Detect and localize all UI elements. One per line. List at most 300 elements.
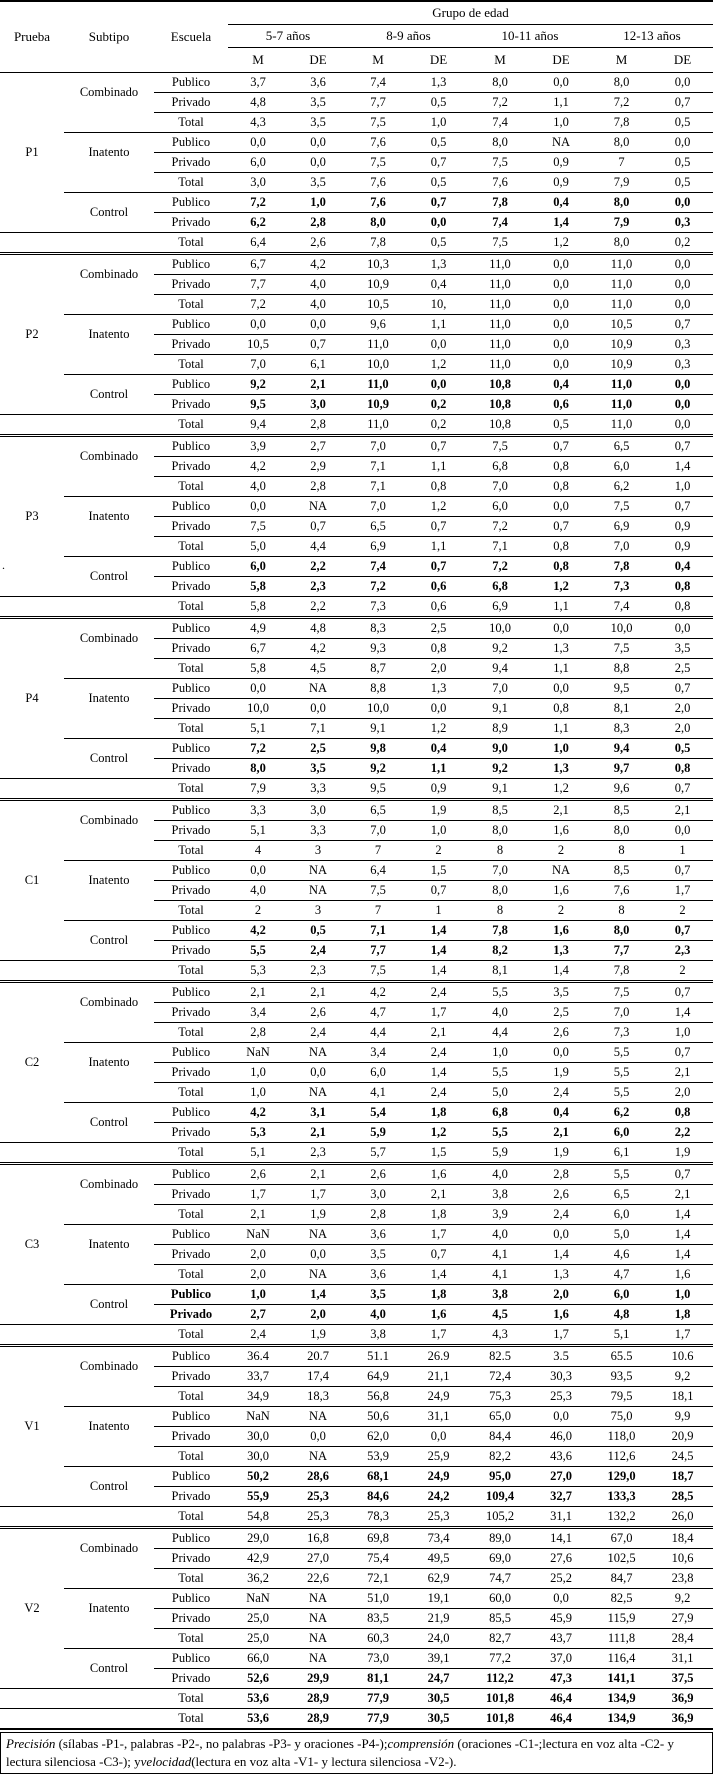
cell-subtipo-empty: [64, 719, 154, 739]
table-row: [0, 497, 713, 517]
cell-value: 1,9: [531, 1063, 591, 1083]
cell-value: 0,0: [531, 1407, 591, 1427]
cell-value: 10,8: [469, 395, 531, 415]
cell-value: 8: [469, 841, 531, 861]
cell-value: 2,0: [531, 1285, 591, 1305]
cell-value: 2,8: [288, 477, 348, 497]
cell-value: 62,9: [408, 1569, 469, 1589]
cell-value: 7,0: [591, 537, 652, 557]
cell-value: 2,4: [408, 1083, 469, 1103]
cell-value: 134,9: [591, 1689, 652, 1709]
cell-value: 1,6: [531, 881, 591, 901]
cell-value: 27,0: [288, 1549, 348, 1569]
cell-value: 2,5: [531, 1003, 591, 1023]
cell-value: 3,9: [228, 436, 288, 457]
cell-value: 2,4: [288, 941, 348, 961]
cell-subtipo-empty: [64, 1205, 154, 1225]
cell-escuela: Publico: [154, 618, 228, 639]
cell-subtipo-label: Combinado: [79, 1177, 139, 1192]
cell-value: 5,5: [469, 982, 531, 1003]
cell-value: 0,7: [652, 93, 713, 113]
footnote-text: comprensión: [387, 1736, 455, 1751]
cell-value: 0,9: [531, 173, 591, 193]
cell-value: 1,4: [652, 1003, 713, 1023]
table-row: [0, 295, 713, 315]
cell-value: 1,4: [408, 1063, 469, 1083]
cell-value: 2,8: [228, 1023, 288, 1043]
cell-value: 8,1: [469, 961, 531, 982]
cell-escuela: Total: [154, 537, 228, 557]
cell-value: 5,8: [228, 577, 288, 597]
table-row: [0, 1507, 713, 1528]
cell-value: 8,0: [591, 133, 652, 153]
cell-value: 25,0: [228, 1629, 288, 1649]
cell-value: 0,8: [652, 597, 713, 618]
cell-value: 51,0: [348, 1589, 408, 1609]
cell-value: 2: [652, 961, 713, 982]
group-header-title: Grupo de edad: [228, 1, 713, 25]
cell-value: 7,2: [228, 739, 288, 759]
cell-value: 0,0: [531, 73, 591, 93]
cell-value: 46,4: [531, 1709, 591, 1730]
cell-escuela: Total: [154, 841, 228, 861]
cell-value: 10,8: [469, 375, 531, 395]
cell-value: 11,0: [591, 275, 652, 295]
cell-value: 67,0: [591, 1528, 652, 1549]
cell-prueba-label: V2: [0, 1528, 64, 1689]
cell-value: 3,6: [348, 1265, 408, 1285]
cell-value: 8,0: [591, 73, 652, 93]
cell-value: 8,7: [348, 659, 408, 679]
cell-value: 10.6: [652, 1346, 713, 1367]
cell-value: 3.5: [531, 1346, 591, 1367]
cell-value: 0,7: [652, 315, 713, 335]
cell-value: 6,2: [591, 1103, 652, 1123]
cell-value: 8,0: [591, 233, 652, 254]
cell-value: 0,3: [652, 335, 713, 355]
cell-escuela: Privado: [154, 335, 228, 355]
cell-value: 0,6: [408, 597, 469, 618]
cell-value: 84,7: [591, 1569, 652, 1589]
cell-value: 6,2: [228, 213, 288, 233]
cell-subtipo-empty: [64, 1447, 154, 1467]
cell-escuela: Publico: [154, 1467, 228, 1487]
cell-value: 2,0: [288, 1305, 348, 1325]
cell-value: 7,5: [469, 233, 531, 254]
cell-value: 5,1: [228, 1143, 288, 1164]
cell-value: 133,3: [591, 1487, 652, 1507]
cell-subtipo-label: Inatento: [88, 1419, 130, 1434]
cell-value: 3,4: [348, 1043, 408, 1063]
cell-value: 134,9: [591, 1709, 652, 1730]
cell-value: 9,2: [652, 1367, 713, 1387]
cell-value: 1,8: [408, 1205, 469, 1225]
cell-value: 0,2: [652, 233, 713, 254]
stat-header-de: DE: [652, 48, 713, 73]
cell-value: 9,2: [652, 1589, 713, 1609]
table-row: [0, 1143, 713, 1164]
cell-value: 2,5: [288, 739, 348, 759]
cell-value: 9,2: [469, 639, 531, 659]
cell-value: 1,2: [531, 577, 591, 597]
cell-value: 0,0: [228, 315, 288, 335]
cell-value: 55,9: [228, 1487, 288, 1507]
cell-value: 26,0: [652, 1507, 713, 1528]
cell-value: 75,0: [591, 1407, 652, 1427]
cell-escuela: Privado: [154, 1487, 228, 1507]
cell-value: 7,5: [469, 153, 531, 173]
cell-value: 31,1: [531, 1507, 591, 1528]
cell-subtipo-empty: [64, 477, 154, 497]
cell-value: 1,2: [408, 497, 469, 517]
cell-value: 39,1: [408, 1649, 469, 1669]
cell-value: 30,5: [408, 1689, 469, 1709]
cell-value: 73,4: [408, 1528, 469, 1549]
cell-value: 7,4: [469, 113, 531, 133]
table-row: [0, 537, 713, 557]
cell-value: 0,0: [408, 375, 469, 395]
cell-value: 79,5: [591, 1387, 652, 1407]
cell-value: 81,1: [348, 1669, 408, 1689]
cell-value: 129,0: [591, 1467, 652, 1487]
cell-value: 0,0: [652, 395, 713, 415]
cell-value: 1,6: [408, 1305, 469, 1325]
cell-value: 7,4: [348, 73, 408, 93]
cell-escuela: Total: [154, 1569, 228, 1589]
cell-value: 7,6: [348, 193, 408, 213]
cell-value: NA: [288, 1407, 348, 1427]
cell-subtipo-empty: [64, 1143, 154, 1164]
cell-subtipo-label: Inatento: [88, 509, 130, 524]
cell-value: 1,3: [531, 941, 591, 961]
cell-value: 4,0: [348, 1305, 408, 1325]
cell-value: 0,5: [288, 921, 348, 941]
cell-value: 28,4: [652, 1629, 713, 1649]
table-row: [0, 841, 713, 861]
table-row: [0, 779, 713, 800]
cell-value: 3,3: [288, 779, 348, 800]
cell-value: 7,4: [469, 213, 531, 233]
cell-value: 1,9: [288, 1325, 348, 1346]
cell-value: 53,9: [348, 1447, 408, 1467]
cell-value: 18,1: [652, 1387, 713, 1407]
cell-value: 28,6: [288, 1467, 348, 1487]
cell-value: 1,4: [652, 1225, 713, 1245]
cell-value: 2: [652, 901, 713, 921]
cell-value: 1,1: [531, 719, 591, 739]
cell-value: 0,0: [531, 1589, 591, 1609]
table-row: [0, 1205, 713, 1225]
cell-value: 0,5: [652, 739, 713, 759]
cell-value: 7,6: [469, 173, 531, 193]
cell-value: 7,7: [348, 93, 408, 113]
cell-escuela: Publico: [154, 315, 228, 335]
cell-value: NaN: [228, 1225, 288, 1245]
cell-prueba-label: C3: [0, 1164, 64, 1325]
cell-value: 10,3: [348, 254, 408, 275]
cell-value: 9,8: [348, 739, 408, 759]
cell-value: 1,1: [408, 457, 469, 477]
cell-value: 34,9: [228, 1387, 288, 1407]
cell-value: 9,4: [591, 739, 652, 759]
cell-value: 0,5: [408, 133, 469, 153]
cell-value: 0,9: [652, 517, 713, 537]
cell-value: 27,6: [531, 1549, 591, 1569]
cell-value: 7,9: [591, 213, 652, 233]
cell-value: 0,6: [531, 395, 591, 415]
cell-value: 8,1: [591, 699, 652, 719]
cell-value: 6,0: [228, 557, 288, 577]
cell-value: 5,9: [348, 1123, 408, 1143]
cell-value: 1,6: [652, 1265, 713, 1285]
cell-escuela: Total: [154, 1325, 228, 1346]
cell-value: 8,2: [469, 941, 531, 961]
cell-value: 0,3: [652, 355, 713, 375]
cell-value: 2,2: [652, 1123, 713, 1143]
cell-value: 1,2: [531, 779, 591, 800]
cell-value: 3,5: [531, 982, 591, 1003]
cell-value: 2,7: [288, 436, 348, 457]
cell-value: 2,1: [288, 1123, 348, 1143]
cell-subtipo-empty: [64, 1569, 154, 1589]
cell-value: 54,8: [228, 1507, 288, 1528]
cell-value: 6,7: [228, 639, 288, 659]
cell-value: 28,5: [652, 1487, 713, 1507]
cell-value: 0,0: [652, 821, 713, 841]
cell-subtipo-empty: [64, 901, 154, 921]
cell-escuela: Publico: [154, 1649, 228, 1669]
cell-value: 2: [408, 841, 469, 861]
cell-value: 10,0: [591, 618, 652, 639]
cell-value: 2,2: [288, 597, 348, 618]
cell-value: 1,5: [408, 1143, 469, 1164]
cell-value: 4,0: [469, 1164, 531, 1185]
table-row: [0, 415, 713, 436]
stray-mark: .: [2, 558, 5, 572]
cell-value: 132,2: [591, 1507, 652, 1528]
cell-escuela: Total: [154, 1629, 228, 1649]
cell-subtipo-empty: [64, 1265, 154, 1285]
cell-value: 1,9: [652, 1143, 713, 1164]
cell-subtipo-label: Control: [64, 1649, 154, 1689]
cell-value: 4,4: [469, 1023, 531, 1043]
cell-value: 24,0: [408, 1629, 469, 1649]
cell-value: 0,0: [408, 699, 469, 719]
cell-escuela: Total: [154, 597, 228, 618]
cell-value: 24,9: [408, 1467, 469, 1487]
cell-value: 0,7: [652, 861, 713, 881]
cell-escuela: Total: [154, 779, 228, 800]
cell-value: 6,4: [228, 233, 288, 254]
cell-value: 52,6: [228, 1669, 288, 1689]
cell-prueba-label: P1: [0, 73, 64, 233]
cell-value: 0,7: [652, 779, 713, 800]
cell-value: 1,7: [288, 1185, 348, 1205]
cell-escuela: Publico: [154, 254, 228, 275]
cell-value: 2,0: [228, 1265, 288, 1285]
cell-escuela: Total: [154, 961, 228, 982]
cell-value: 1,6: [408, 1164, 469, 1185]
cell-value: 6,1: [288, 355, 348, 375]
cell-value: 18,3: [288, 1387, 348, 1407]
cell-value: 11,0: [469, 275, 531, 295]
cell-value: 2,0: [652, 699, 713, 719]
cell-value: 0,5: [652, 153, 713, 173]
cell-value: 31,1: [652, 1649, 713, 1669]
cell-value: 4,0: [228, 477, 288, 497]
cell-value: 32,7: [531, 1487, 591, 1507]
cell-value: 0,8: [408, 477, 469, 497]
cell-escuela: Publico: [154, 1407, 228, 1427]
cell-value: 6,9: [348, 537, 408, 557]
cell-value: 7,3: [591, 1023, 652, 1043]
cell-value: 0,0: [531, 275, 591, 295]
cell-value: 36,9: [652, 1709, 713, 1730]
cell-value: 8,0: [591, 821, 652, 841]
cell-value: 10,5: [348, 295, 408, 315]
cell-value: 0,7: [408, 557, 469, 577]
cell-value: 2,1: [228, 1205, 288, 1225]
cell-value: 4,2: [228, 457, 288, 477]
cell-value: 115,9: [591, 1609, 652, 1629]
cell-value: NA: [288, 1447, 348, 1467]
cell-value: 3,8: [469, 1185, 531, 1205]
cell-value: NA: [288, 1649, 348, 1669]
cell-value: 1,0: [408, 821, 469, 841]
cell-subtipo-empty: [64, 1083, 154, 1103]
cell-value: 3,5: [348, 1285, 408, 1305]
cell-value: 0,2: [408, 415, 469, 436]
cell-value: NA: [531, 861, 591, 881]
cell-value: 0,0: [228, 133, 288, 153]
cell-escuela: Publico: [154, 73, 228, 93]
cell-escuela: Total: [154, 355, 228, 375]
cell-escuela: Privado: [154, 1549, 228, 1569]
cell-value: 50,6: [348, 1407, 408, 1427]
cell-value: 2,6: [288, 233, 348, 254]
cell-value: 3,0: [288, 395, 348, 415]
table-row: [0, 375, 713, 395]
cell-value: 3,5: [348, 1245, 408, 1265]
cell-subtipo-label: Combinado: [79, 1359, 139, 1374]
cell-value: 72,1: [348, 1569, 408, 1589]
cell-value: 9,4: [228, 415, 288, 436]
cell-value: 28,9: [288, 1709, 348, 1730]
cell-value: 7,2: [469, 557, 531, 577]
cell-value: 9,7: [591, 759, 652, 779]
cell-value: 18,7: [652, 1467, 713, 1487]
cell-value: 0,0: [531, 335, 591, 355]
cell-value: 11,0: [348, 415, 408, 436]
stat-header-m: M: [228, 48, 288, 73]
cell-value: 0,7: [408, 881, 469, 901]
cell-value: 0,7: [408, 436, 469, 457]
cell-value: 1,4: [652, 1245, 713, 1265]
cell-value: 3: [288, 901, 348, 921]
stat-header-de: DE: [288, 48, 348, 73]
cell-value: 7: [348, 901, 408, 921]
cell-value: 1,0: [652, 477, 713, 497]
cell-value: 21,9: [408, 1609, 469, 1629]
cell-value: 6,0: [591, 1123, 652, 1143]
cell-value: 2,3: [288, 961, 348, 982]
cell-value: 8,0: [591, 921, 652, 941]
cell-value: 1,4: [408, 1265, 469, 1285]
cell-value: 1,3: [408, 73, 469, 93]
cell-subtipo-label: Combinado: [79, 631, 139, 646]
cell-value: 2,8: [288, 213, 348, 233]
cell-subtipo-empty: [64, 295, 154, 315]
cell-value: 116,4: [591, 1649, 652, 1669]
cell-value: 5,8: [228, 659, 288, 679]
cell-subtipo-label: Control: [64, 193, 154, 233]
cell-escuela: Total: [154, 719, 228, 739]
cell-value: 23,8: [652, 1569, 713, 1589]
cell-value: 19,1: [408, 1589, 469, 1609]
cell-value: 2,1: [652, 1185, 713, 1205]
age-group-header-2: 8-9 años: [348, 25, 469, 48]
table-row: [0, 861, 713, 881]
cell-value: 7,1: [348, 457, 408, 477]
cell-value: 2,0: [408, 659, 469, 679]
cell-value: 1,0: [652, 1285, 713, 1305]
cell-value: 6,0: [591, 1205, 652, 1225]
cell-escuela: Publico: [154, 557, 228, 577]
cell-value: 0,5: [531, 415, 591, 436]
cell-value: 0,4: [531, 1103, 591, 1123]
cell-value: 7,1: [348, 477, 408, 497]
cell-value: 2,8: [348, 1205, 408, 1225]
cell-value: 5,3: [228, 961, 288, 982]
cell-escuela: Publico: [154, 679, 228, 699]
cell-value: 0,0: [288, 699, 348, 719]
table-row: [0, 1528, 713, 1549]
cell-value: 1,9: [408, 800, 469, 821]
cell-value: 53,6: [228, 1689, 288, 1709]
cell-value: 5,5: [591, 1063, 652, 1083]
cell-value: 2,1: [652, 1063, 713, 1083]
cell-escuela: Total: [154, 1507, 228, 1528]
cell-value: 21,1: [408, 1367, 469, 1387]
cell-value: 4,2: [288, 254, 348, 275]
cell-value: 9,5: [228, 395, 288, 415]
cell-value: 9,4: [469, 659, 531, 679]
cell-value: 0,7: [652, 1043, 713, 1063]
cell-prueba-empty: [0, 779, 64, 800]
cell-value: 0,7: [652, 436, 713, 457]
cell-value: 2,4: [531, 1083, 591, 1103]
table-row: [0, 1164, 713, 1185]
cell-value: 43,7: [531, 1629, 591, 1649]
cell-value: 1,1: [531, 597, 591, 618]
cell-value: 11,0: [591, 254, 652, 275]
cell-value: 11,0: [469, 355, 531, 375]
cell-value: 0,9: [531, 153, 591, 173]
cell-subtipo-label: Control: [64, 1285, 154, 1325]
cell-value: 7,6: [348, 173, 408, 193]
cell-value: 82,2: [469, 1447, 531, 1467]
cell-value: 8,0: [348, 213, 408, 233]
cell-value: 1,8: [408, 1103, 469, 1123]
cell-value: 7,3: [591, 577, 652, 597]
cell-value: 1,2: [408, 355, 469, 375]
cell-value: 1,4: [531, 1245, 591, 1265]
cell-escuela: Total: [154, 1083, 228, 1103]
cell-value: 2,4: [288, 1023, 348, 1043]
cell-subtipo-label: Control: [64, 557, 154, 597]
cell-value: 2,6: [288, 1003, 348, 1023]
cell-value: 0,0: [228, 861, 288, 881]
